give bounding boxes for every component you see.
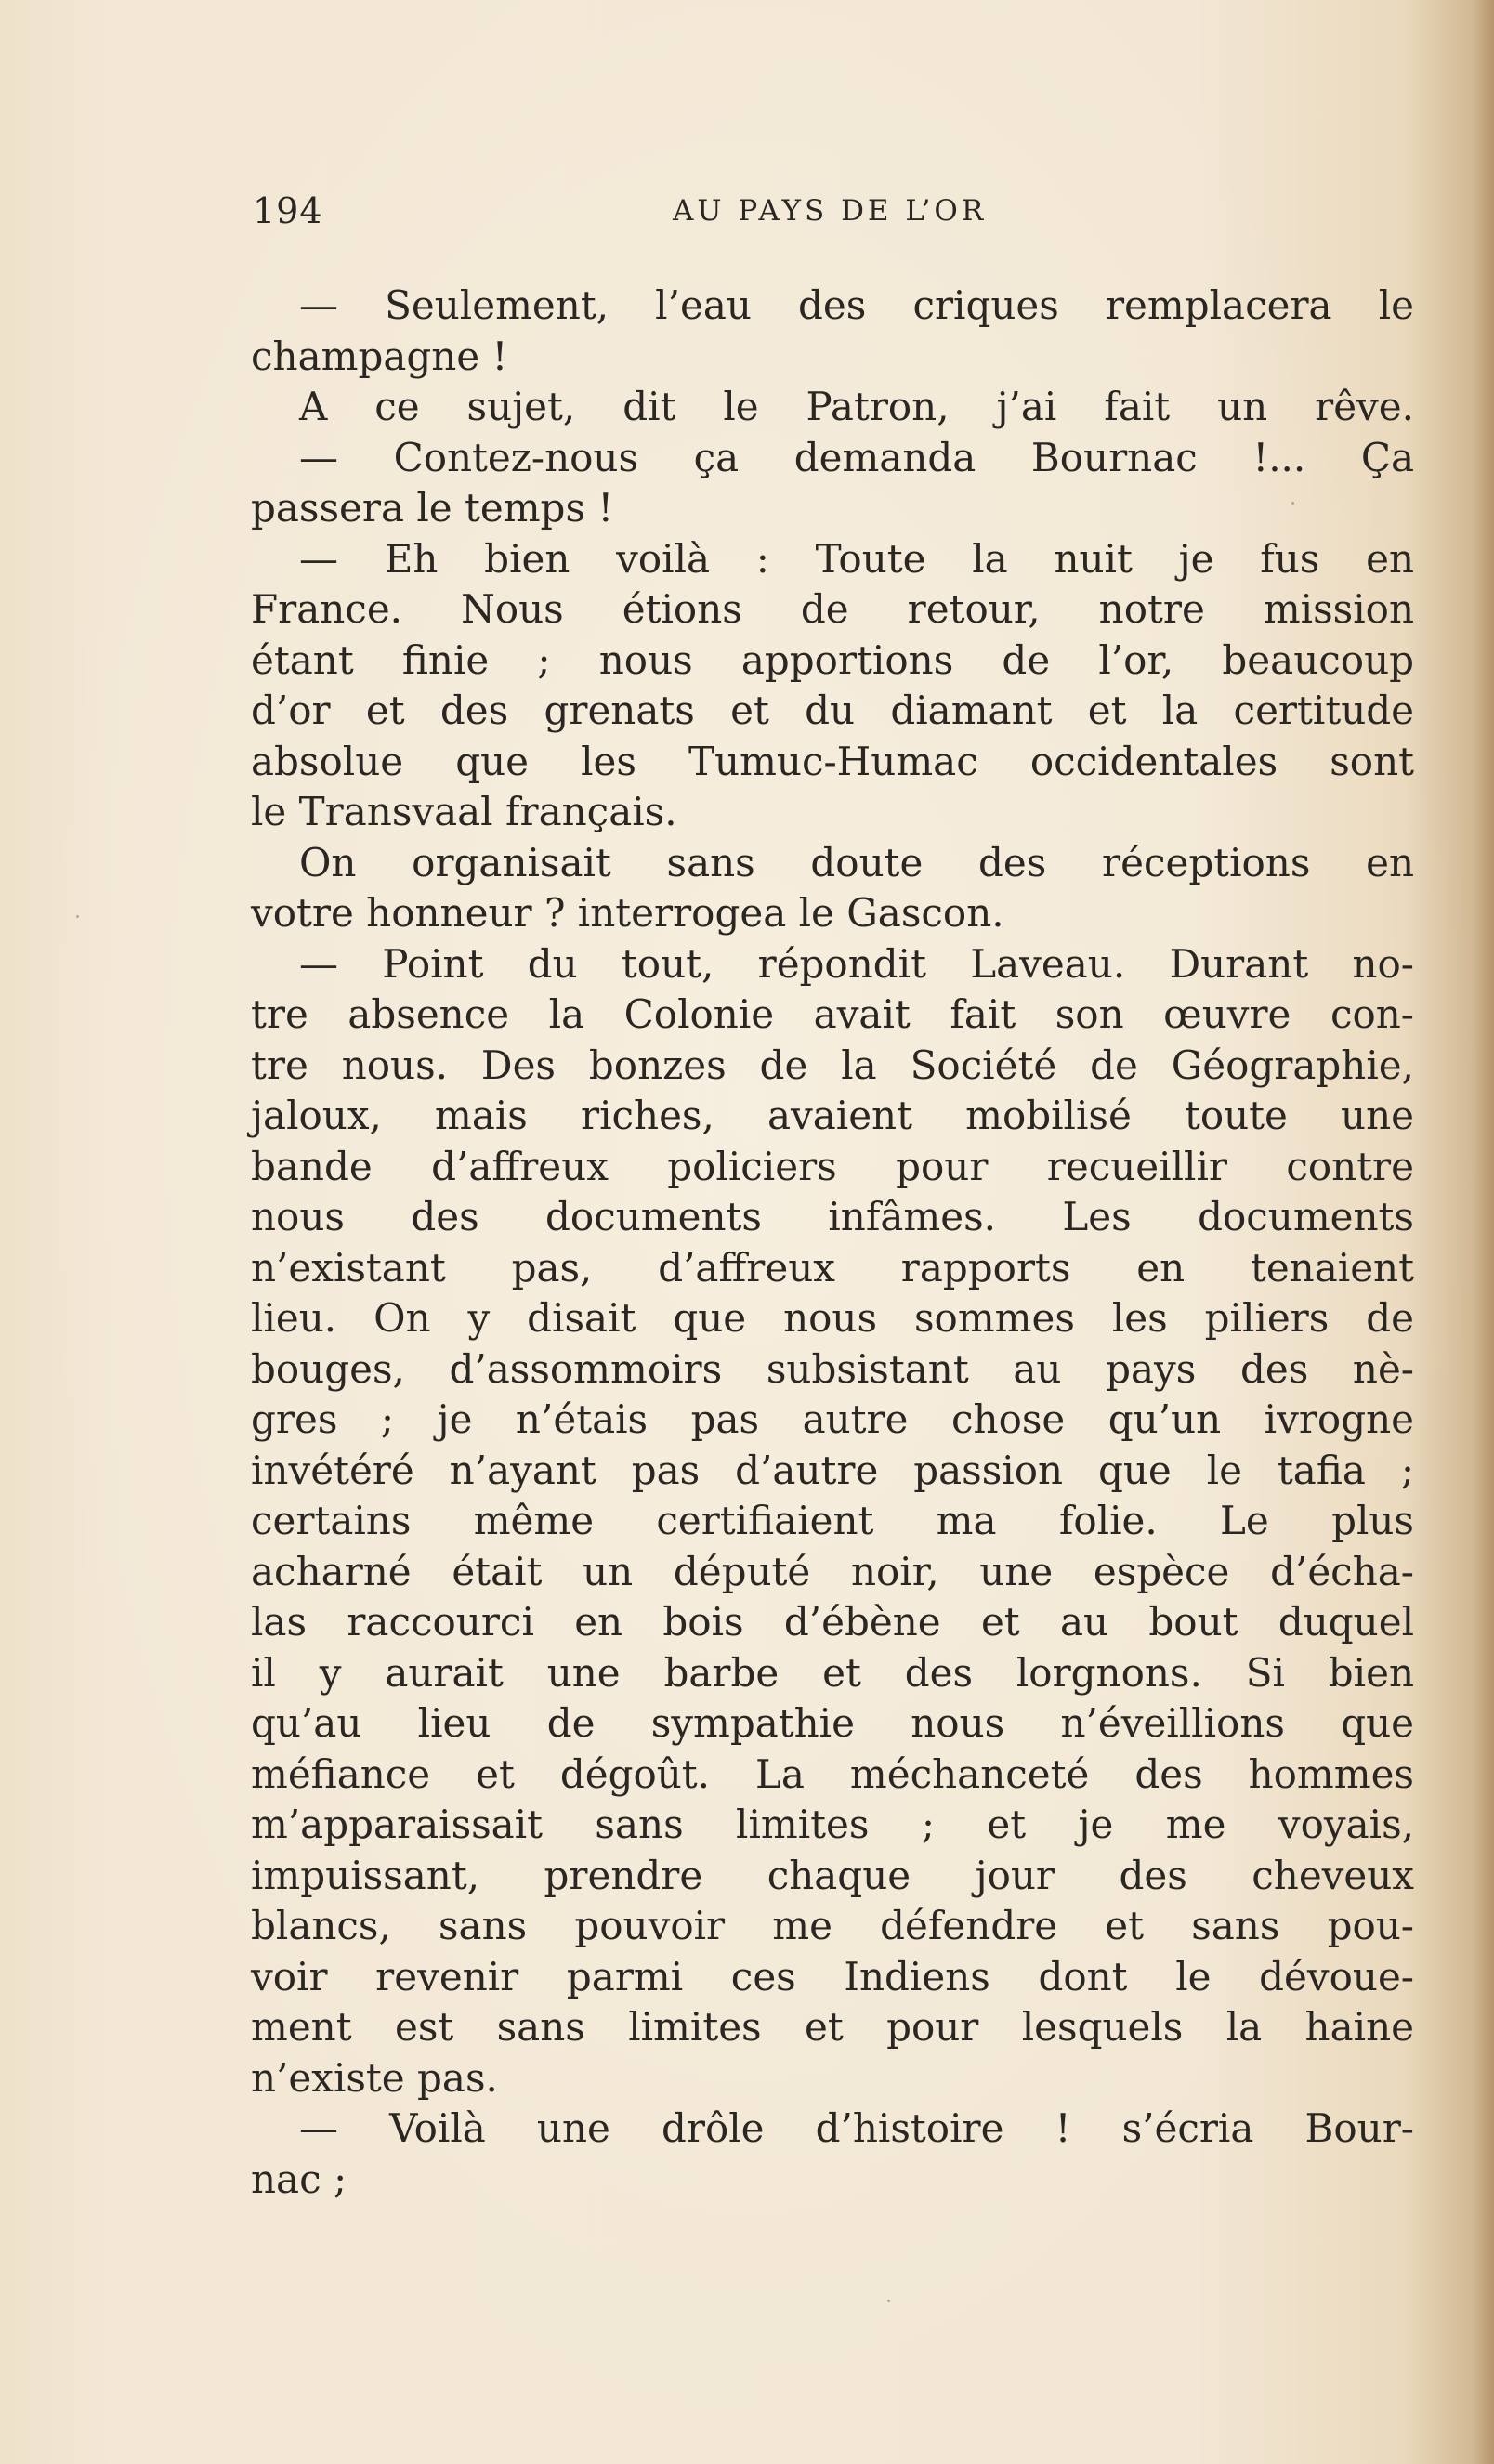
text-line: tre absence la Colonie avait fait son œuvre con- <box>251 991 1414 1037</box>
text-line: gres ; je n’étais pas autre chose qu’un ivrogne <box>251 1396 1414 1442</box>
text-line: On organisait sans doute des réceptions en <box>299 839 1414 885</box>
text-line: ment est sans limites et pour lesquels la haine <box>251 2004 1414 2050</box>
text-line: n’existe pas. <box>251 2054 498 2101</box>
body-text <box>251 281 1414 2205</box>
text-line: le Transvaal français. <box>251 789 677 834</box>
text-line: qu’au lieu de sympathie nous n’éveillions que <box>251 1700 1414 1746</box>
page-edge-shadow <box>1474 0 1494 2464</box>
text-line: acharné était un député noir, une espèce d’écha- <box>251 1548 1414 1594</box>
text-line: bouges, d’assommoirs subsistant au pays des nè- <box>251 1345 1414 1392</box>
text-line: d’or et des grenats et du diamant et la certitude <box>251 688 1414 733</box>
text-line: étant finie ; nous apportions de l’or, beaucoup <box>251 636 1414 683</box>
text-line: voir revenir parmi ces Indiens dont le dévoue- <box>251 1953 1414 1999</box>
text-line: invétéré n’ayant pas d’autre passion que le tafia ; <box>251 1447 1414 1493</box>
text-line: m’apparaissait sans limites ; et je me voyais, <box>251 1802 1414 1847</box>
text-line: — Contez-nous ça demanda Bournac !... Ça <box>299 434 1414 480</box>
text-line: lieu. On y disait que nous sommes les piliers de <box>251 1295 1414 1341</box>
text-line: tre nous. Des bonzes de la Société de Géographie, <box>251 1042 1414 1088</box>
text-line: — Eh bien voilà : Toute la nuit je fus en <box>299 535 1414 582</box>
text-line: il y aurait une barbe et des lorgnons. Si bien <box>251 1649 1414 1696</box>
text-line: nous des documents infâmes. Les documents <box>251 1194 1414 1239</box>
text-line: bande d’affreux policiers pour recueillir contre <box>251 1143 1414 1189</box>
text-line: absolue que les Tumuc-Humac occidentales sont <box>251 738 1414 784</box>
text-line: — Voilà une drôle d’histoire ! s’écria Bour- <box>299 2105 1414 2151</box>
text-line: nac ; <box>251 2156 347 2202</box>
text-line: las raccourci en bois d’ébène et au bout duquel <box>251 1599 1414 1645</box>
text-line: votre honneur ? interrogea le Gascon. <box>251 890 1004 936</box>
text-line: A ce sujet, dit le Patron, j’ai fait un rêve. <box>299 384 1414 429</box>
page-number: 194 <box>253 190 323 231</box>
text-line: jaloux, mais riches, avaient mobilisé toute une <box>251 1093 1414 1138</box>
text-line: champagne ! <box>251 333 508 379</box>
text-line: blancs, sans pouvoir me défendre et sans pou- <box>251 1903 1414 1948</box>
text-line: méfiance et dégoût. La méchanceté des hommes <box>251 1750 1414 1797</box>
text-line: France. Nous étions de retour, notre mission <box>251 586 1414 632</box>
paper-speck <box>1291 502 1294 505</box>
page-header <box>253 190 1412 246</box>
text-line: passera le temps ! <box>251 485 614 531</box>
text-line: — Point du tout, répondit Laveau. Durant no- <box>299 940 1414 987</box>
text-line: n’existant pas, d’affreux rapports en tenaient <box>251 1244 1414 1291</box>
text-line: certains même certifiaient ma folie. Le plus <box>251 1498 1414 1543</box>
paper-speck <box>76 915 79 918</box>
text-line: — Seulement, l’eau des criques remplacera le <box>299 282 1414 328</box>
paper-speck <box>887 2300 890 2302</box>
text-line: impuissant, prendre chaque jour des cheveux <box>251 1852 1414 1898</box>
running-title: AU PAYS DE L’OR <box>673 194 988 228</box>
